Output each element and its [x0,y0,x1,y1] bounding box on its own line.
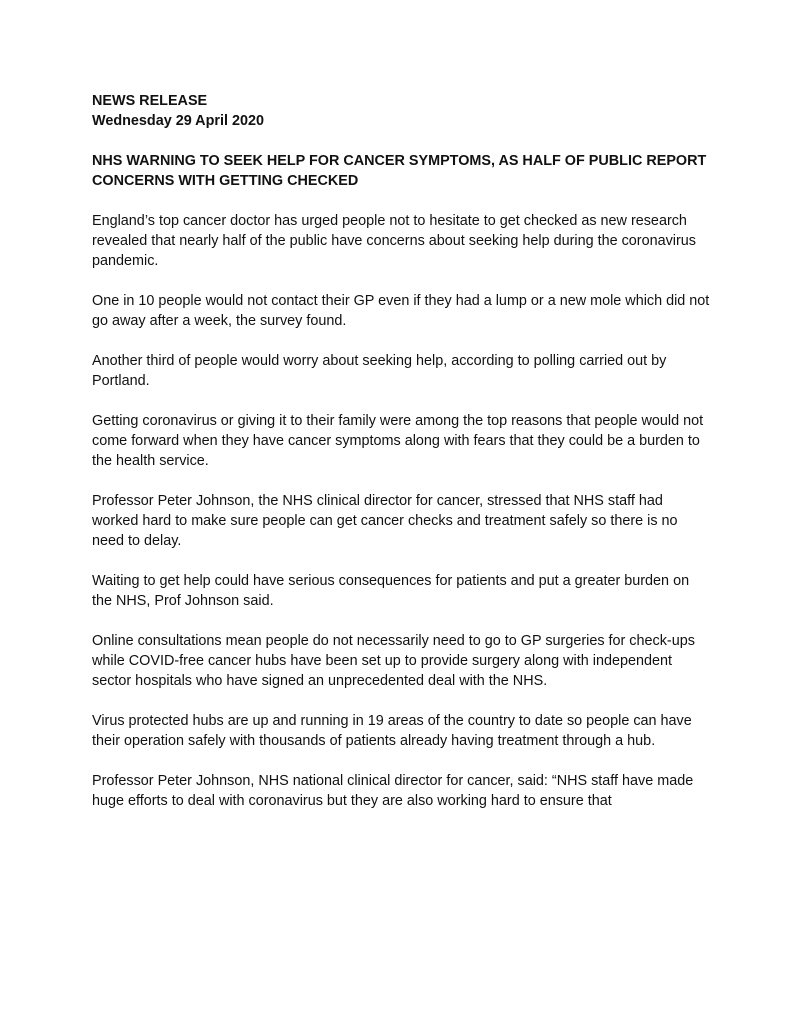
paragraph-6: Waiting to get help could have serious consequences for patients and put a greater burden on the NHS, Prof Johnson said. [92,573,690,609]
headline: NHS WARNING TO SEEK HELP FOR CANCER SYMPTOMS, AS HALF OF PUBLIC REPORT CONCERNS WITH GETTING CHECKED [92,153,707,189]
release-label: NEWS RELEASE [92,93,208,109]
paragraph-8: Virus protected hubs are up and running in 19 areas of the country to date so people can have their operation safely with thousands of patients already having treatment through a hub. [92,713,692,749]
paragraph-9: Professor Peter Johnson, NHS national clinical director for cancer, said: “NHS staff have made huge efforts to deal with coronavirus but they are also working hard to ensure that [92,773,694,809]
paragraph-7: Online consultations mean people do not necessarily need to go to GP surgeries for check-ups while COVID-free cancer hubs have been set up to provide surgery along with independent sector hospitals who have signed an unprecedented deal with the NHS. [92,633,695,689]
paragraph-5: Professor Peter Johnson, the NHS clinical director for cancer, stressed that NHS staff had worked hard to make sure people can get cancer checks and treatment safely so there is no need to delay. [92,493,678,549]
release-date: Wednesday 29 April 2020 [92,113,264,129]
paragraph-1: England’s top cancer doctor has urged people not to hesitate to get checked as new research revealed that nearly half of the public have concerns about seeking help during the coronavirus pandemic. [92,213,696,269]
paragraph-2: One in 10 people would not contact their GP even if they had a lump or a new mole which did not go away after a week, the survey found. [92,293,710,329]
paragraph-4: Getting coronavirus or giving it to their family were among the top reasons that people would not come forward when they have cancer symptoms along with fears that they could be a burden to the health service. [92,413,704,469]
paragraph-3: Another third of people would worry about seeking help, according to polling carried out by Portland. [92,353,667,389]
news-release-page [92,91,712,811]
